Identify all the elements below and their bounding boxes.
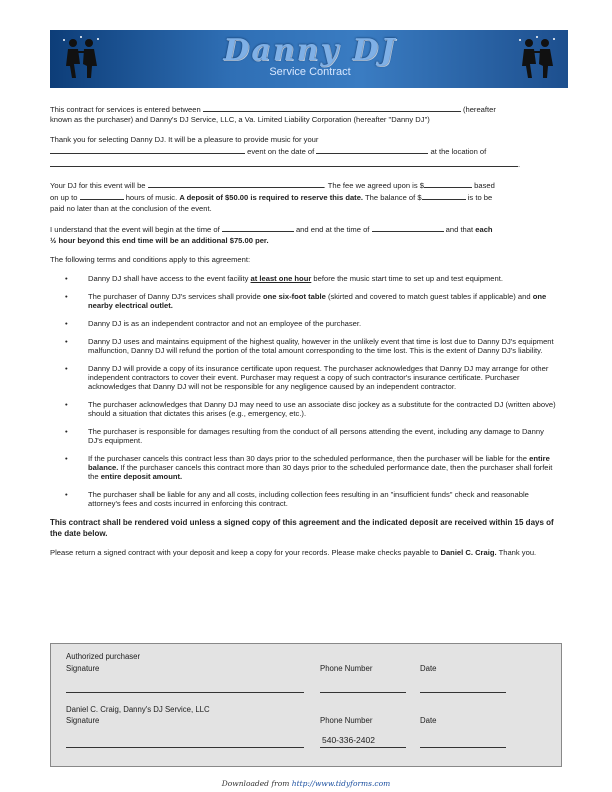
- list-item: • Danny DJ is as an independent contractor and not an employee of the purchaser.: [65, 319, 362, 329]
- list-item: • The purchaser shall be liable for any and all costs, including collection fees resulting in an "insufficient funds" check and reasonable attorney's fees and costs incurred in enforcing this contract.: [65, 489, 529, 508]
- balance-field[interactable]: [422, 191, 466, 200]
- fee-paragraph: Your DJ for this event will be . The fee we agreed upon is $ based on up to hours of music. A deposit of $50.00 is required to reserve this date. The balance of $ is to be paid no later than at the conclusion of the event.: [50, 181, 495, 213]
- dj-name-field[interactable]: [148, 179, 324, 188]
- event-type-field[interactable]: [50, 145, 245, 154]
- dj-signature-field[interactable]: [66, 747, 304, 748]
- event-date-field[interactable]: [316, 145, 428, 154]
- logo-title: Danny DJ: [223, 33, 397, 68]
- authorized-purchaser-label: Authorized purchaser: [66, 652, 141, 661]
- footer-link[interactable]: http://www.tidyforms.com: [291, 779, 391, 788]
- start-time-field[interactable]: [222, 223, 294, 232]
- purchaser-name-field[interactable]: [203, 103, 461, 112]
- list-item: • Danny DJ uses and maintains equipment of the highest quality, however in the unlikely event that time is lost due to Danny DJ's equipment malfunction, Danny DJ will refund the portion of the total amount corresponding to the time lost. This is the extent of Danny DJ's liability.: [65, 336, 554, 355]
- dancing-couple-icon: [56, 34, 106, 84]
- date-label: Date: [420, 716, 437, 725]
- dj-phone-value: 540-336-2402: [322, 735, 375, 745]
- dj-date-field[interactable]: [420, 747, 506, 748]
- signature-label: Signature: [66, 664, 100, 673]
- purchaser-signature-field[interactable]: [66, 692, 304, 693]
- event-location-field[interactable]: [50, 158, 518, 167]
- end-time-field[interactable]: [372, 223, 444, 232]
- hours-field[interactable]: [80, 191, 124, 200]
- contract-body: [50, 103, 558, 567]
- return-notice: Please return a signed contract with your deposit and keep a copy for your records. Please make checks payable to Daniel C. Craig. Thank you.: [50, 547, 537, 557]
- terms-intro: The following terms and conditions apply to this agreement:: [50, 255, 251, 265]
- logo-subtitle: Service Contract: [269, 66, 351, 78]
- terms-list: [50, 274, 558, 508]
- list-item: • Danny DJ will provide a copy of its insurance certificate upon request. The purchaser acknowledges that Danny DJ may arrange for other independent contractors to cover their event. Purchaser may request a copy of such contractor's insurance certificate. Purchaser acknowledges that Danny DJ will not be responsible for any negligence caused by an independent contractor.: [65, 363, 549, 392]
- void-notice: This contract shall be rendered void unless a signed copy of this agreement and the indicated deposit are received within 15 days of the date below.: [50, 517, 554, 538]
- phone-label: Phone Number: [320, 716, 373, 725]
- logo: [200, 34, 420, 78]
- dj-phone-field[interactable]: [320, 747, 406, 748]
- company-label: Daniel C. Craig, Danny's DJ Service, LLC: [66, 705, 210, 714]
- list-item: • Danny DJ shall have access to the event facility at least one hour before the music start time to set up and test equipment.: [65, 274, 503, 284]
- phone-label: Phone Number: [320, 664, 373, 673]
- list-item: • If the purchaser cancels this contract less than 30 days prior to the scheduled performance, then the purchaser will be liable for the entire balance. If the purchaser cancels this contract more than 30 days prior to the scheduled performance date, then the purchaser shall forfeit the entire deposit amount.: [65, 453, 553, 482]
- footer: Downloaded from http://www.tidyforms.com: [221, 779, 391, 788]
- list-item: • The purchaser is responsible for damages resulting from the conduct of all persons attending the event, including any damage to Danny DJ's equipment.: [65, 426, 544, 445]
- list-item: • The purchaser acknowledges that Danny DJ may need to use an associate disc jockey as a substitute for the contracted DJ (written above) should a situation that dictates this arises (e.g., emergency, etc.).: [65, 399, 556, 418]
- time-paragraph: I understand that the event will begin at the time of and end at the time of and that each ½ hour beyond this end time will be an additional $75.00 per.: [50, 225, 493, 245]
- purchaser-date-field[interactable]: [420, 692, 506, 693]
- list-item: • The purchaser of Danny DJ's services shall provide one six-foot table (skirted and covered to match guest tables if applicable) and one nearby electrical outlet.: [65, 292, 547, 311]
- signature-box: [50, 643, 562, 767]
- thanks-paragraph: Thank you for selecting Danny DJ. It will be a pleasure to provide music for your event on the date of at the location of .: [50, 134, 521, 169]
- dancing-couple-icon: [512, 34, 562, 84]
- signature-label: Signature: [66, 716, 100, 725]
- date-label: Date: [420, 664, 437, 673]
- purchaser-phone-field[interactable]: [320, 692, 406, 693]
- fee-amount-field[interactable]: [424, 179, 472, 188]
- intro-paragraph: This contract for services is entered between (hereafter known as the purchaser) and Danny's DJ Service, LLC, a Va. Limited Liability Corporation (hereafter "Danny DJ"): [50, 105, 496, 125]
- header-banner: [50, 30, 568, 88]
